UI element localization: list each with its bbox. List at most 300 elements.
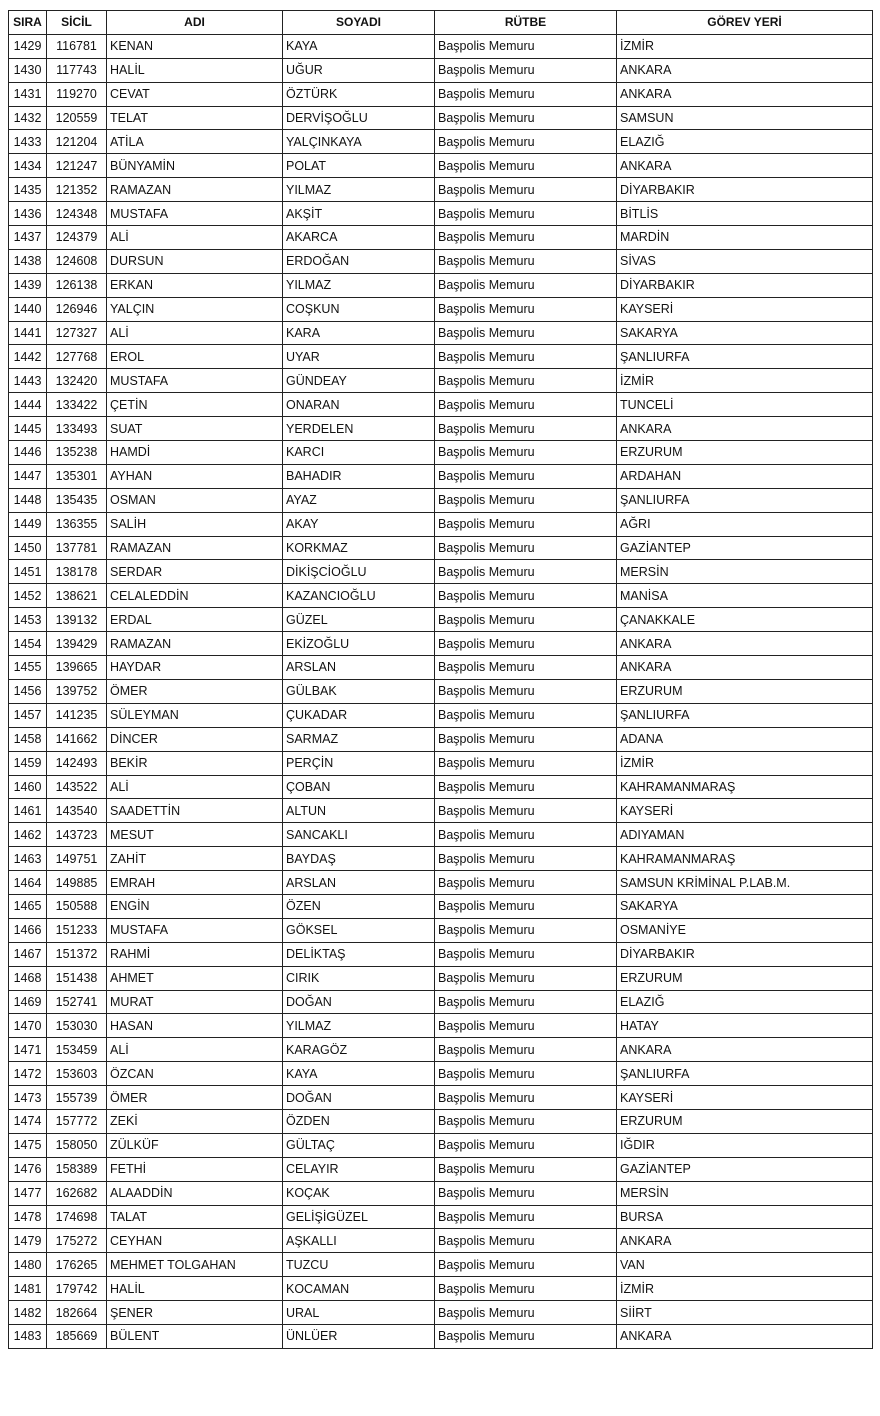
adi-cell: RAMAZAN <box>107 178 283 202</box>
adi-cell: ATİLA <box>107 130 283 154</box>
table-row <box>9 106 873 130</box>
sicil-cell: 153603 <box>47 1062 107 1086</box>
sira-cell: 1477 <box>9 1181 47 1205</box>
table-row <box>9 847 873 871</box>
rutbe-cell: Başpolis Memuru <box>435 58 617 82</box>
sira-cell: 1452 <box>9 584 47 608</box>
soyadi-cell: YILMAZ <box>283 273 435 297</box>
sicil-cell: 119270 <box>47 82 107 106</box>
table-row <box>9 584 873 608</box>
table-row <box>9 871 873 895</box>
sira-cell: 1432 <box>9 106 47 130</box>
soyadi-cell: CELAYIR <box>283 1157 435 1181</box>
adi-cell: AHMET <box>107 966 283 990</box>
gorev-yeri-cell: DİYARBAKIR <box>617 273 873 297</box>
gorev-yeri-cell: ERZURUM <box>617 966 873 990</box>
adi-cell: ERDAL <box>107 608 283 632</box>
rutbe-cell: Başpolis Memuru <box>435 751 617 775</box>
gorev-yeri-cell: HATAY <box>617 1014 873 1038</box>
adi-cell: SUAT <box>107 417 283 441</box>
table-row <box>9 775 873 799</box>
gorev-yeri-cell: KAHRAMANMARAŞ <box>617 847 873 871</box>
sicil-cell: 116781 <box>47 34 107 58</box>
adi-cell: CEYHAN <box>107 1229 283 1253</box>
gorev-yeri-cell: KAYSERİ <box>617 799 873 823</box>
sira-cell: 1445 <box>9 417 47 441</box>
sicil-cell: 136355 <box>47 512 107 536</box>
sicil-cell: 121204 <box>47 130 107 154</box>
table-row <box>9 488 873 512</box>
table-row <box>9 632 873 656</box>
table-row <box>9 1181 873 1205</box>
soyadi-cell: POLAT <box>283 154 435 178</box>
rutbe-cell: Başpolis Memuru <box>435 584 617 608</box>
adi-cell: CEVAT <box>107 82 283 106</box>
gorev-yeri-cell: AĞRI <box>617 512 873 536</box>
sicil-cell: 132420 <box>47 369 107 393</box>
gorev-yeri-cell: MARDİN <box>617 226 873 250</box>
sicil-cell: 157772 <box>47 1109 107 1133</box>
adi-cell: ÖMER <box>107 679 283 703</box>
sicil-cell: 150588 <box>47 894 107 918</box>
gorev-yeri-cell: ŞANLIURFA <box>617 488 873 512</box>
sicil-cell: 133422 <box>47 393 107 417</box>
sira-cell: 1483 <box>9 1324 47 1348</box>
rutbe-cell: Başpolis Memuru <box>435 1277 617 1301</box>
sira-cell: 1438 <box>9 249 47 273</box>
sira-cell: 1456 <box>9 679 47 703</box>
rutbe-cell: Başpolis Memuru <box>435 417 617 441</box>
adi-cell: DİNCER <box>107 727 283 751</box>
table-row <box>9 1229 873 1253</box>
gorev-yeri-cell: ERZURUM <box>617 679 873 703</box>
rutbe-cell: Başpolis Memuru <box>435 608 617 632</box>
table-row <box>9 1038 873 1062</box>
sicil-cell: 127768 <box>47 345 107 369</box>
gorev-yeri-cell: ANKARA <box>617 1229 873 1253</box>
sira-cell: 1475 <box>9 1133 47 1157</box>
sira-cell: 1442 <box>9 345 47 369</box>
table-row <box>9 273 873 297</box>
rutbe-cell: Başpolis Memuru <box>435 393 617 417</box>
gorev-yeri-cell: IĞDIR <box>617 1133 873 1157</box>
adi-cell: SÜLEYMAN <box>107 703 283 727</box>
gorev-yeri-cell: İZMİR <box>617 369 873 393</box>
adi-cell: ÇETİN <box>107 393 283 417</box>
soyadi-cell: YERDELEN <box>283 417 435 441</box>
sira-cell: 1474 <box>9 1109 47 1133</box>
soyadi-cell: ARSLAN <box>283 656 435 680</box>
sicil-cell: 143723 <box>47 823 107 847</box>
gorev-yeri-cell: MANİSA <box>617 584 873 608</box>
gorev-yeri-cell: VAN <box>617 1253 873 1277</box>
sira-cell: 1464 <box>9 871 47 895</box>
rutbe-cell: Başpolis Memuru <box>435 1133 617 1157</box>
soyadi-cell: BAYDAŞ <box>283 847 435 871</box>
sira-cell: 1460 <box>9 775 47 799</box>
soyadi-cell: GÖKSEL <box>283 918 435 942</box>
table-row <box>9 1133 873 1157</box>
sira-cell: 1459 <box>9 751 47 775</box>
sicil-cell: 139429 <box>47 632 107 656</box>
adi-cell: MEHMET TOLGAHAN <box>107 1253 283 1277</box>
sira-cell: 1434 <box>9 154 47 178</box>
adi-cell: KENAN <box>107 34 283 58</box>
table-row <box>9 727 873 751</box>
rutbe-cell: Başpolis Memuru <box>435 249 617 273</box>
table-row <box>9 1277 873 1301</box>
sicil-cell: 158050 <box>47 1133 107 1157</box>
sicil-cell: 139665 <box>47 656 107 680</box>
sira-cell: 1431 <box>9 82 47 106</box>
table-row <box>9 1109 873 1133</box>
soyadi-cell: KOÇAK <box>283 1181 435 1205</box>
gorev-yeri-cell: ANKARA <box>617 417 873 441</box>
rutbe-cell: Başpolis Memuru <box>435 918 617 942</box>
sira-cell: 1476 <box>9 1157 47 1181</box>
adi-cell: DURSUN <box>107 249 283 273</box>
sira-cell: 1458 <box>9 727 47 751</box>
table-row <box>9 512 873 536</box>
adi-cell: BÜNYAMİN <box>107 154 283 178</box>
table-row <box>9 918 873 942</box>
table-row <box>9 1324 873 1348</box>
sicil-cell: 124348 <box>47 202 107 226</box>
rutbe-cell: Başpolis Memuru <box>435 871 617 895</box>
table-row <box>9 966 873 990</box>
rutbe-cell: Başpolis Memuru <box>435 34 617 58</box>
rutbe-cell: Başpolis Memuru <box>435 1062 617 1086</box>
gorev-yeri-cell: GAZİANTEP <box>617 536 873 560</box>
adi-cell: HASAN <box>107 1014 283 1038</box>
table-row <box>9 249 873 273</box>
adi-cell: ÖZCAN <box>107 1062 283 1086</box>
gorev-yeri-cell: MERSİN <box>617 560 873 584</box>
adi-cell: ŞENER <box>107 1301 283 1325</box>
rutbe-cell: Başpolis Memuru <box>435 775 617 799</box>
table-row <box>9 1157 873 1181</box>
rutbe-cell: Başpolis Memuru <box>435 703 617 727</box>
sicil-cell: 185669 <box>47 1324 107 1348</box>
adi-cell: EMRAH <box>107 871 283 895</box>
gorev-yeri-cell: ANKARA <box>617 632 873 656</box>
sira-cell: 1450 <box>9 536 47 560</box>
table-row <box>9 417 873 441</box>
table-row <box>9 1205 873 1229</box>
soyadi-cell: DİKİŞCİOĞLU <box>283 560 435 584</box>
rutbe-cell: Başpolis Memuru <box>435 1229 617 1253</box>
sira-cell: 1447 <box>9 464 47 488</box>
gorev-yeri-cell: SAMSUN <box>617 106 873 130</box>
soyadi-cell: COŞKUN <box>283 297 435 321</box>
soyadi-cell: GÜLBAK <box>283 679 435 703</box>
gorev-yeri-cell: ADANA <box>617 727 873 751</box>
soyadi-cell: ALTUN <box>283 799 435 823</box>
sicil-cell: 117743 <box>47 58 107 82</box>
adi-cell: YALÇIN <box>107 297 283 321</box>
soyadi-cell: AKARCA <box>283 226 435 250</box>
soyadi-cell: GÜNDEAY <box>283 369 435 393</box>
soyadi-cell: ARSLAN <box>283 871 435 895</box>
soyadi-cell: SARMAZ <box>283 727 435 751</box>
sira-cell: 1454 <box>9 632 47 656</box>
rutbe-cell: Başpolis Memuru <box>435 942 617 966</box>
gorev-yeri-cell: ŞANLIURFA <box>617 1062 873 1086</box>
header-sira: SIRA <box>9 11 47 35</box>
table-body <box>9 34 873 1348</box>
sicil-cell: 142493 <box>47 751 107 775</box>
gorev-yeri-cell: OSMANİYE <box>617 918 873 942</box>
table-row <box>9 321 873 345</box>
header-gorev-yeri: GÖREV YERİ <box>617 11 873 35</box>
sira-cell: 1461 <box>9 799 47 823</box>
table-row <box>9 34 873 58</box>
sicil-cell: 151233 <box>47 918 107 942</box>
soyadi-cell: TUZCU <box>283 1253 435 1277</box>
soyadi-cell: KAYA <box>283 34 435 58</box>
header-row <box>9 11 873 35</box>
rutbe-cell: Başpolis Memuru <box>435 990 617 1014</box>
sicil-cell: 179742 <box>47 1277 107 1301</box>
table-row <box>9 441 873 465</box>
soyadi-cell: KAYA <box>283 1062 435 1086</box>
sira-cell: 1462 <box>9 823 47 847</box>
adi-cell: ALİ <box>107 1038 283 1062</box>
soyadi-cell: ÖZEN <box>283 894 435 918</box>
sira-cell: 1473 <box>9 1086 47 1110</box>
rutbe-cell: Başpolis Memuru <box>435 823 617 847</box>
sira-cell: 1469 <box>9 990 47 1014</box>
rutbe-cell: Başpolis Memuru <box>435 297 617 321</box>
gorev-yeri-cell: ARDAHAN <box>617 464 873 488</box>
rutbe-cell: Başpolis Memuru <box>435 464 617 488</box>
header-soyadi: SOYADI <box>283 11 435 35</box>
adi-cell: MESUT <box>107 823 283 847</box>
adi-cell: ALİ <box>107 226 283 250</box>
table-row <box>9 560 873 584</box>
rutbe-cell: Başpolis Memuru <box>435 154 617 178</box>
sira-cell: 1465 <box>9 894 47 918</box>
adi-cell: TELAT <box>107 106 283 130</box>
soyadi-cell: DELİKTAŞ <box>283 942 435 966</box>
sicil-cell: 124608 <box>47 249 107 273</box>
soyadi-cell: KARA <box>283 321 435 345</box>
table-row <box>9 369 873 393</box>
adi-cell: HAMDİ <box>107 441 283 465</box>
table-row <box>9 990 873 1014</box>
gorev-yeri-cell: BURSA <box>617 1205 873 1229</box>
soyadi-cell: CIRIK <box>283 966 435 990</box>
sira-cell: 1482 <box>9 1301 47 1325</box>
sicil-cell: 135435 <box>47 488 107 512</box>
sicil-cell: 143522 <box>47 775 107 799</box>
rutbe-cell: Başpolis Memuru <box>435 536 617 560</box>
gorev-yeri-cell: SİİRT <box>617 1301 873 1325</box>
sicil-cell: 158389 <box>47 1157 107 1181</box>
gorev-yeri-cell: ÇANAKKALE <box>617 608 873 632</box>
gorev-yeri-cell: ERZURUM <box>617 441 873 465</box>
rutbe-cell: Başpolis Memuru <box>435 847 617 871</box>
soyadi-cell: YILMAZ <box>283 1014 435 1038</box>
sicil-cell: 174698 <box>47 1205 107 1229</box>
soyadi-cell: ONARAN <box>283 393 435 417</box>
soyadi-cell: GELİŞİGÜZEL <box>283 1205 435 1229</box>
soyadi-cell: BAHADIR <box>283 464 435 488</box>
sicil-cell: 138621 <box>47 584 107 608</box>
table-row <box>9 1301 873 1325</box>
adi-cell: HALİL <box>107 1277 283 1301</box>
sira-cell: 1435 <box>9 178 47 202</box>
adi-cell: ZÜLKÜF <box>107 1133 283 1157</box>
adi-cell: SERDAR <box>107 560 283 584</box>
soyadi-cell: DOĞAN <box>283 990 435 1014</box>
rutbe-cell: Başpolis Memuru <box>435 1086 617 1110</box>
table-row <box>9 942 873 966</box>
soyadi-cell: SANCAKLI <box>283 823 435 847</box>
sira-cell: 1448 <box>9 488 47 512</box>
table-row <box>9 202 873 226</box>
header-rutbe: RÜTBE <box>435 11 617 35</box>
adi-cell: ALİ <box>107 321 283 345</box>
sicil-cell: 121247 <box>47 154 107 178</box>
rutbe-cell: Başpolis Memuru <box>435 894 617 918</box>
sira-cell: 1480 <box>9 1253 47 1277</box>
rutbe-cell: Başpolis Memuru <box>435 345 617 369</box>
soyadi-cell: ÖZDEN <box>283 1109 435 1133</box>
soyadi-cell: ERDOĞAN <box>283 249 435 273</box>
sira-cell: 1430 <box>9 58 47 82</box>
sicil-cell: 137781 <box>47 536 107 560</box>
adi-cell: RAMAZAN <box>107 632 283 656</box>
sira-cell: 1429 <box>9 34 47 58</box>
adi-cell: MUSTAFA <box>107 918 283 942</box>
soyadi-cell: KARCI <box>283 441 435 465</box>
sicil-cell: 155739 <box>47 1086 107 1110</box>
table-row <box>9 178 873 202</box>
gorev-yeri-cell: SAKARYA <box>617 894 873 918</box>
soyadi-cell: DERVİŞOĞLU <box>283 106 435 130</box>
table-row <box>9 82 873 106</box>
adi-cell: SALİH <box>107 512 283 536</box>
gorev-yeri-cell: ANKARA <box>617 154 873 178</box>
sicil-cell: 141662 <box>47 727 107 751</box>
gorev-yeri-cell: İZMİR <box>617 751 873 775</box>
table-row <box>9 1062 873 1086</box>
sicil-cell: 139752 <box>47 679 107 703</box>
sira-cell: 1444 <box>9 393 47 417</box>
soyadi-cell: AKAY <box>283 512 435 536</box>
adi-cell: FETHİ <box>107 1157 283 1181</box>
sicil-cell: 151438 <box>47 966 107 990</box>
soyadi-cell: UYAR <box>283 345 435 369</box>
header-adi: ADI <box>107 11 283 35</box>
sicil-cell: 126946 <box>47 297 107 321</box>
sicil-cell: 133493 <box>47 417 107 441</box>
rutbe-cell: Başpolis Memuru <box>435 1157 617 1181</box>
adi-cell: SAADETTİN <box>107 799 283 823</box>
rutbe-cell: Başpolis Memuru <box>435 799 617 823</box>
sira-cell: 1451 <box>9 560 47 584</box>
table-row <box>9 1014 873 1038</box>
adi-cell: MUSTAFA <box>107 202 283 226</box>
table-row <box>9 703 873 727</box>
sira-cell: 1468 <box>9 966 47 990</box>
adi-cell: RAMAZAN <box>107 536 283 560</box>
soyadi-cell: AKŞİT <box>283 202 435 226</box>
table-row <box>9 1086 873 1110</box>
soyadi-cell: ÖZTÜRK <box>283 82 435 106</box>
rutbe-cell: Başpolis Memuru <box>435 488 617 512</box>
rutbe-cell: Başpolis Memuru <box>435 369 617 393</box>
rutbe-cell: Başpolis Memuru <box>435 1109 617 1133</box>
sira-cell: 1437 <box>9 226 47 250</box>
table-row <box>9 58 873 82</box>
rutbe-cell: Başpolis Memuru <box>435 1014 617 1038</box>
rutbe-cell: Başpolis Memuru <box>435 632 617 656</box>
rutbe-cell: Başpolis Memuru <box>435 202 617 226</box>
rutbe-cell: Başpolis Memuru <box>435 1205 617 1229</box>
adi-cell: EROL <box>107 345 283 369</box>
rutbe-cell: Başpolis Memuru <box>435 130 617 154</box>
gorev-yeri-cell: BİTLİS <box>617 202 873 226</box>
soyadi-cell: EKİZOĞLU <box>283 632 435 656</box>
sicil-cell: 121352 <box>47 178 107 202</box>
soyadi-cell: KOCAMAN <box>283 1277 435 1301</box>
sicil-cell: 149885 <box>47 871 107 895</box>
adi-cell: ALAADDİN <box>107 1181 283 1205</box>
sira-cell: 1441 <box>9 321 47 345</box>
sira-cell: 1478 <box>9 1205 47 1229</box>
soyadi-cell: PERÇİN <box>283 751 435 775</box>
gorev-yeri-cell: TUNCELİ <box>617 393 873 417</box>
sira-cell: 1449 <box>9 512 47 536</box>
sira-cell: 1479 <box>9 1229 47 1253</box>
rutbe-cell: Başpolis Memuru <box>435 679 617 703</box>
sira-cell: 1481 <box>9 1277 47 1301</box>
sira-cell: 1471 <box>9 1038 47 1062</box>
gorev-yeri-cell: ŞANLIURFA <box>617 703 873 727</box>
rutbe-cell: Başpolis Memuru <box>435 1253 617 1277</box>
adi-cell: ÖMER <box>107 1086 283 1110</box>
header-sicil: SİCİL <box>47 11 107 35</box>
gorev-yeri-cell: İZMİR <box>617 1277 873 1301</box>
soyadi-cell: ÇOBAN <box>283 775 435 799</box>
sira-cell: 1466 <box>9 918 47 942</box>
table-row <box>9 679 873 703</box>
table-row <box>9 823 873 847</box>
soyadi-cell: UĞUR <box>283 58 435 82</box>
soyadi-cell: DOĞAN <box>283 1086 435 1110</box>
gorev-yeri-cell: ANKARA <box>617 1324 873 1348</box>
sira-cell: 1470 <box>9 1014 47 1038</box>
gorev-yeri-cell: ANKARA <box>617 656 873 680</box>
adi-cell: ENGİN <box>107 894 283 918</box>
sicil-cell: 139132 <box>47 608 107 632</box>
soyadi-cell: KORKMAZ <box>283 536 435 560</box>
table-row <box>9 297 873 321</box>
rutbe-cell: Başpolis Memuru <box>435 1181 617 1205</box>
gorev-yeri-cell: ŞANLIURFA <box>617 345 873 369</box>
gorev-yeri-cell: ELAZIĞ <box>617 990 873 1014</box>
rutbe-cell: Başpolis Memuru <box>435 441 617 465</box>
adi-cell: RAHMİ <box>107 942 283 966</box>
table-row <box>9 608 873 632</box>
gorev-yeri-cell: ANKARA <box>617 1038 873 1062</box>
gorev-yeri-cell: DİYARBAKIR <box>617 178 873 202</box>
table-row <box>9 799 873 823</box>
table-row <box>9 1253 873 1277</box>
adi-cell: BÜLENT <box>107 1324 283 1348</box>
